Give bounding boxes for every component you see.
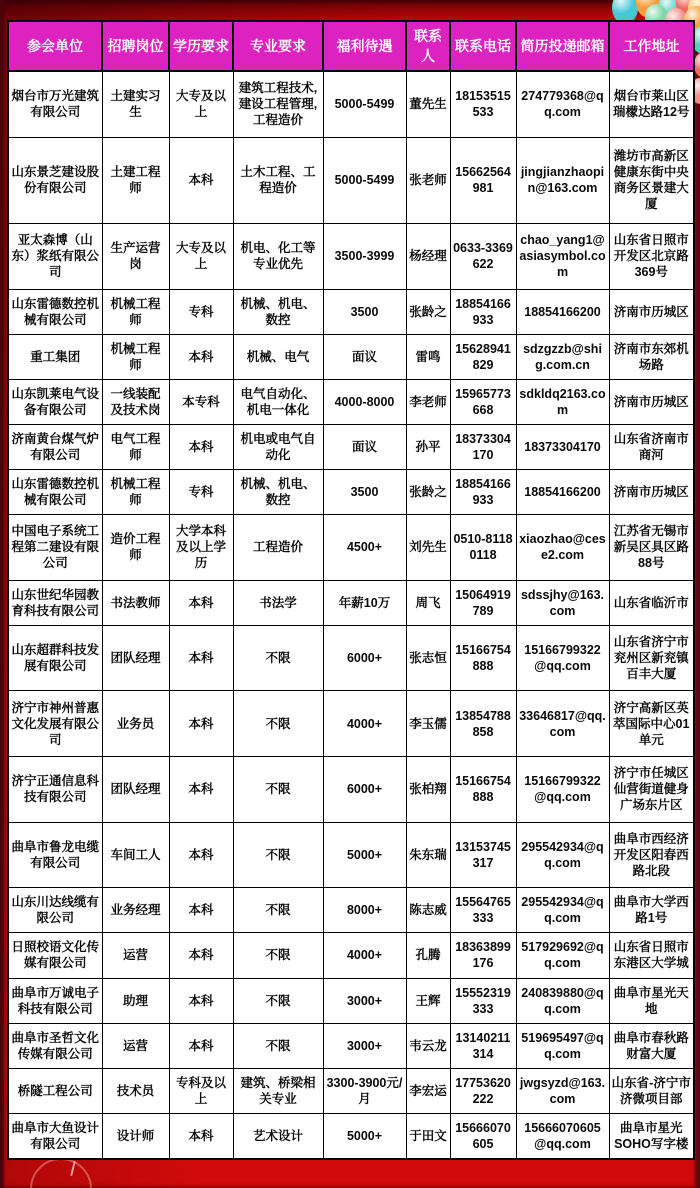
table-cell: 17753620222 [450, 1068, 516, 1113]
table-row [8, 691, 694, 757]
table-cell: 车间工人 [102, 822, 169, 888]
table-cell: 李宏运 [406, 1068, 450, 1113]
table-cell: 书法教师 [102, 580, 169, 625]
table-cell: 本科 [169, 757, 233, 823]
table-cell: 孔腾 [406, 933, 450, 978]
table-cell: 董先生 [406, 71, 450, 137]
table-cell: 不限 [233, 625, 323, 691]
table-cell: 13854788858 [450, 691, 516, 757]
table-cell: 4500+ [323, 515, 406, 581]
table-cell: 曲阜市鲁龙电缆有限公司 [8, 822, 102, 888]
table-cell: 不限 [233, 888, 323, 933]
column-header: 专业要求 [233, 21, 323, 71]
column-header: 招聘岗位 [102, 21, 169, 71]
table-cell: 济南市历城区 [609, 289, 694, 334]
table-row [8, 424, 694, 469]
table-cell: 亚太森博（山东）浆纸有限公司 [8, 224, 102, 290]
table-cell: 13140211314 [450, 1023, 516, 1068]
table-cell: 0633-3369622 [450, 224, 516, 290]
table-cell: 土建工程师 [102, 137, 169, 223]
table-cell: 15965773668 [450, 379, 516, 424]
table-cell: 18153515533 [450, 71, 516, 137]
column-header: 福利待遇 [323, 21, 406, 71]
table-cell: 295542934@qq.com [516, 888, 609, 933]
table-cell: 山东超群科技发展有限公司 [8, 625, 102, 691]
table-row [8, 1023, 694, 1068]
table-row [8, 978, 694, 1023]
table-cell: sdzgzzb@shig.com.cn [516, 334, 609, 379]
table-cell: 济宁正通信息科技有限公司 [8, 757, 102, 823]
table-cell: 不限 [233, 691, 323, 757]
table-cell: 桥隧工程公司 [8, 1068, 102, 1113]
table-cell: 15628941829 [450, 334, 516, 379]
table-cell: 重工集团 [8, 334, 102, 379]
table-cell: 曲阜市春秋路财富大厦 [609, 1023, 694, 1068]
table-cell: 曲阜市大鱼设计有限公司 [8, 1113, 102, 1159]
table-cell: 中国电子系统工程第二建设有限公司 [8, 515, 102, 581]
table-cell: 建筑工程技术,建设工程管理,工程造价 [233, 71, 323, 137]
table-cell: 5000+ [323, 822, 406, 888]
table-cell: 专科及以上 [169, 1068, 233, 1113]
table-cell: 朱东瑞 [406, 822, 450, 888]
table-cell: sdkldq2163.com [516, 379, 609, 424]
table-cell: 生产运营岗 [102, 224, 169, 290]
table-cell: 土建实习生 [102, 71, 169, 137]
table-cell: 15166754888 [450, 625, 516, 691]
table-cell: 曲阜市星光天地 [609, 978, 694, 1023]
table-cell: 3000+ [323, 1023, 406, 1068]
table-cell: 山东省日照市东港区大学城 [609, 933, 694, 978]
table-row [8, 822, 694, 888]
table-cell: 周飞 [406, 580, 450, 625]
table-cell: 4000+ [323, 691, 406, 757]
job-table [7, 20, 695, 1160]
table-cell: jingjianzhaopin@163.com [516, 137, 609, 223]
table-row [8, 757, 694, 823]
table-cell: 曲阜市圣哲文化传媒有限公司 [8, 1023, 102, 1068]
table-cell: 烟台市万光建筑有限公司 [8, 71, 102, 137]
table-cell: 机电或电气自动化 [233, 424, 323, 469]
table-cell: 面议 [323, 334, 406, 379]
balloon-outline-decoration [30, 1158, 92, 1188]
table-cell: 山东凯莱电气设备有限公司 [8, 379, 102, 424]
table-cell: 张龄之 [406, 289, 450, 334]
table-cell: 张志恒 [406, 625, 450, 691]
table-cell: 机械、电气 [233, 334, 323, 379]
table-row [8, 289, 694, 334]
table-cell: 15662564981 [450, 137, 516, 223]
table-row [8, 379, 694, 424]
table-cell: 韦云龙 [406, 1023, 450, 1068]
table-cell: 本科 [169, 424, 233, 469]
table-cell: 山东省日照市开发区北京路369号 [609, 224, 694, 290]
table-cell: 不限 [233, 1023, 323, 1068]
table-cell: 机械、机电、数控 [233, 289, 323, 334]
table-cell: 本科 [169, 933, 233, 978]
table-cell: 15064919789 [450, 580, 516, 625]
table-cell: 电气工程师 [102, 424, 169, 469]
table-cell: 一线装配及技术岗 [102, 379, 169, 424]
table-cell: 济南市历城区 [609, 379, 694, 424]
table-cell: 3000+ [323, 978, 406, 1023]
table-cell: 6000+ [323, 625, 406, 691]
table-cell: 5000+ [323, 1113, 406, 1159]
table-row [8, 933, 694, 978]
table-cell: 不限 [233, 757, 323, 823]
table-cell: 3500 [323, 289, 406, 334]
table-cell: 济宁高新区英萃国际中心01单元 [609, 691, 694, 757]
table-row [8, 580, 694, 625]
table-cell: 济南市东郊机场路 [609, 334, 694, 379]
table-cell: 曲阜市万诚电子科技有限公司 [8, 978, 102, 1023]
table-cell: 张老师 [406, 137, 450, 223]
column-header: 工作地址 [609, 21, 694, 71]
header-row [8, 21, 694, 71]
table-cell: 15564765333 [450, 888, 516, 933]
table-cell: 专科 [169, 289, 233, 334]
table-cell: 济南黄台煤气炉有限公司 [8, 424, 102, 469]
table-cell: 4000-8000 [323, 379, 406, 424]
table-cell: 土木工程、工程造价 [233, 137, 323, 223]
table-cell: jwgsyzd@163.com [516, 1068, 609, 1113]
table-cell: 15666070605 [450, 1113, 516, 1159]
table-cell: 山东川达线缆有限公司 [8, 888, 102, 933]
table-cell: 张柏翔 [406, 757, 450, 823]
table-cell: 15166754888 [450, 757, 516, 823]
table-cell: 5000-5499 [323, 137, 406, 223]
table-cell: 0510-81180118 [450, 515, 516, 581]
table-cell: 山东省济宁市兖州区新兖镇百丰大厦 [609, 625, 694, 691]
table-cell: 不限 [233, 822, 323, 888]
table-cell: 本科 [169, 888, 233, 933]
table-cell: 15166799322@qq.com [516, 757, 609, 823]
table-cell: 18854166200 [516, 289, 609, 334]
table-cell: 3500-3999 [323, 224, 406, 290]
table-cell: 机电、化工等专业优先 [233, 224, 323, 290]
table-cell: 工程造价 [233, 515, 323, 581]
table-cell: 18373304170 [516, 424, 609, 469]
table-cell: 大专及以上 [169, 71, 233, 137]
table-cell: 3300-3900元/月 [323, 1068, 406, 1113]
table-cell: 面议 [323, 424, 406, 469]
table-cell: 山东景芝建设股份有限公司 [8, 137, 102, 223]
table-cell: 295542934@qq.com [516, 822, 609, 888]
column-header: 学历要求 [169, 21, 233, 71]
table-cell: 机械工程师 [102, 334, 169, 379]
table-row [8, 1068, 694, 1113]
table-cell: 曲阜市大学西路1号 [609, 888, 694, 933]
table-cell: 6000+ [323, 757, 406, 823]
table-cell: 烟台市莱山区瑞檬达路12号 [609, 71, 694, 137]
table-cell: 本专科 [169, 379, 233, 424]
table-cell: 本科 [169, 1023, 233, 1068]
table-cell: 技术员 [102, 1068, 169, 1113]
table-cell: 本科 [169, 978, 233, 1023]
table-cell: 不限 [233, 933, 323, 978]
table-cell: 大学本科及以上学历 [169, 515, 233, 581]
table-cell: 王辉 [406, 978, 450, 1023]
table-cell: 机械、机电、数控 [233, 469, 323, 514]
table-row [8, 625, 694, 691]
table-cell: 山东世纪华园教育科技有限公司 [8, 580, 102, 625]
table-cell: 本科 [169, 625, 233, 691]
table-cell: 山东雷德数控机械有限公司 [8, 289, 102, 334]
table-cell: 山东省济南市商河 [609, 424, 694, 469]
table-cell: 18854166933 [450, 469, 516, 514]
table-cell: 曲阜市西经济开发区阳春西路北段 [609, 822, 694, 888]
table-row [8, 334, 694, 379]
table-cell: 运营 [102, 1023, 169, 1068]
table-row [8, 888, 694, 933]
table-cell: 江苏省无锡市新吴区具区路88号 [609, 515, 694, 581]
table-cell: 山东省临沂市 [609, 580, 694, 625]
table-cell: 济南市历城区 [609, 469, 694, 514]
table-cell: 本科 [169, 334, 233, 379]
table-cell: 519695497@qq.com [516, 1023, 609, 1068]
column-header: 联系电话 [450, 21, 516, 71]
table-cell: 刘先生 [406, 515, 450, 581]
table-row [8, 515, 694, 581]
table-cell: 8000+ [323, 888, 406, 933]
table-cell: 18373304170 [450, 424, 516, 469]
table-cell: 山东雷德数控机械有限公司 [8, 469, 102, 514]
table-cell: 书法学 [233, 580, 323, 625]
table-cell: 济宁市任城区仙营街道健身广场东片区 [609, 757, 694, 823]
column-header: 联系人 [406, 21, 450, 71]
table-cell: 艺术设计 [233, 1113, 323, 1159]
table-cell: 山东省-济宁市济微项目部 [609, 1068, 694, 1113]
table-cell: 于田文 [406, 1113, 450, 1159]
table-cell: 业务经理 [102, 888, 169, 933]
table-cell: 助理 [102, 978, 169, 1023]
table-row [8, 224, 694, 290]
table-cell: 15666070605@qq.com [516, 1113, 609, 1159]
table-cell: 业务员 [102, 691, 169, 757]
table-cell: 设计师 [102, 1113, 169, 1159]
table-cell: 274779368@qq.com [516, 71, 609, 137]
table-cell: 本科 [169, 580, 233, 625]
table-row [8, 1113, 694, 1159]
table-cell: 团队经理 [102, 625, 169, 691]
table-cell: 李老师 [406, 379, 450, 424]
table-cell: 运营 [102, 933, 169, 978]
table-cell: 电气自动化、机电一体化 [233, 379, 323, 424]
table-cell: 日照校语文化传媒有限公司 [8, 933, 102, 978]
table-cell: xiaozhao@cese2.com [516, 515, 609, 581]
table-cell: sdssjhy@163.com [516, 580, 609, 625]
table-row [8, 137, 694, 223]
table-cell: 5000-5499 [323, 71, 406, 137]
table-cell: 3500 [323, 469, 406, 514]
column-header: 参会单位 [8, 21, 102, 71]
table-cell: 曲阜市星光SOHO写字楼 [609, 1113, 694, 1159]
table-cell: 18854166933 [450, 289, 516, 334]
table-cell: 团队经理 [102, 757, 169, 823]
table-cell: 专科 [169, 469, 233, 514]
table-cell: 孙平 [406, 424, 450, 469]
table-cell: 本科 [169, 822, 233, 888]
table-cell: 15166799322@qq.com [516, 625, 609, 691]
table-cell: 13153745317 [450, 822, 516, 888]
table-cell: 建筑、桥梁相关专业 [233, 1068, 323, 1113]
table-cell: 本科 [169, 1113, 233, 1159]
table-cell: 杨经理 [406, 224, 450, 290]
table-cell: 年薪10万 [323, 580, 406, 625]
table-cell: 张龄之 [406, 469, 450, 514]
table-cell: 18854166200 [516, 469, 609, 514]
table-cell: 造价工程师 [102, 515, 169, 581]
table-cell: 潍坊市高新区健康东街中央商务区景建大厦 [609, 137, 694, 223]
table-cell: 不限 [233, 978, 323, 1023]
table-cell: 陈志威 [406, 888, 450, 933]
table-cell: 大专及以上 [169, 224, 233, 290]
table-cell: 33646817@qq.com [516, 691, 609, 757]
table-cell: 本科 [169, 137, 233, 223]
table-cell: 15552319333 [450, 978, 516, 1023]
table-cell: 517929692@qq.com [516, 933, 609, 978]
table-cell: 机械工程师 [102, 469, 169, 514]
table-cell: 本科 [169, 691, 233, 757]
table-cell: 4000+ [323, 933, 406, 978]
table-cell: 李玉儒 [406, 691, 450, 757]
table-cell: 雷鸣 [406, 334, 450, 379]
table-cell: 18363899176 [450, 933, 516, 978]
table-cell: 济宁市神州普惠文化发展有限公司 [8, 691, 102, 757]
table-row [8, 469, 694, 514]
column-header: 简历投递邮箱 [516, 21, 609, 71]
table-cell: 240839880@qq.com [516, 978, 609, 1023]
table-row [8, 71, 694, 137]
table-cell: 机械工程师 [102, 289, 169, 334]
table-cell: chao_yang1@asiasymbol.com [516, 224, 609, 290]
